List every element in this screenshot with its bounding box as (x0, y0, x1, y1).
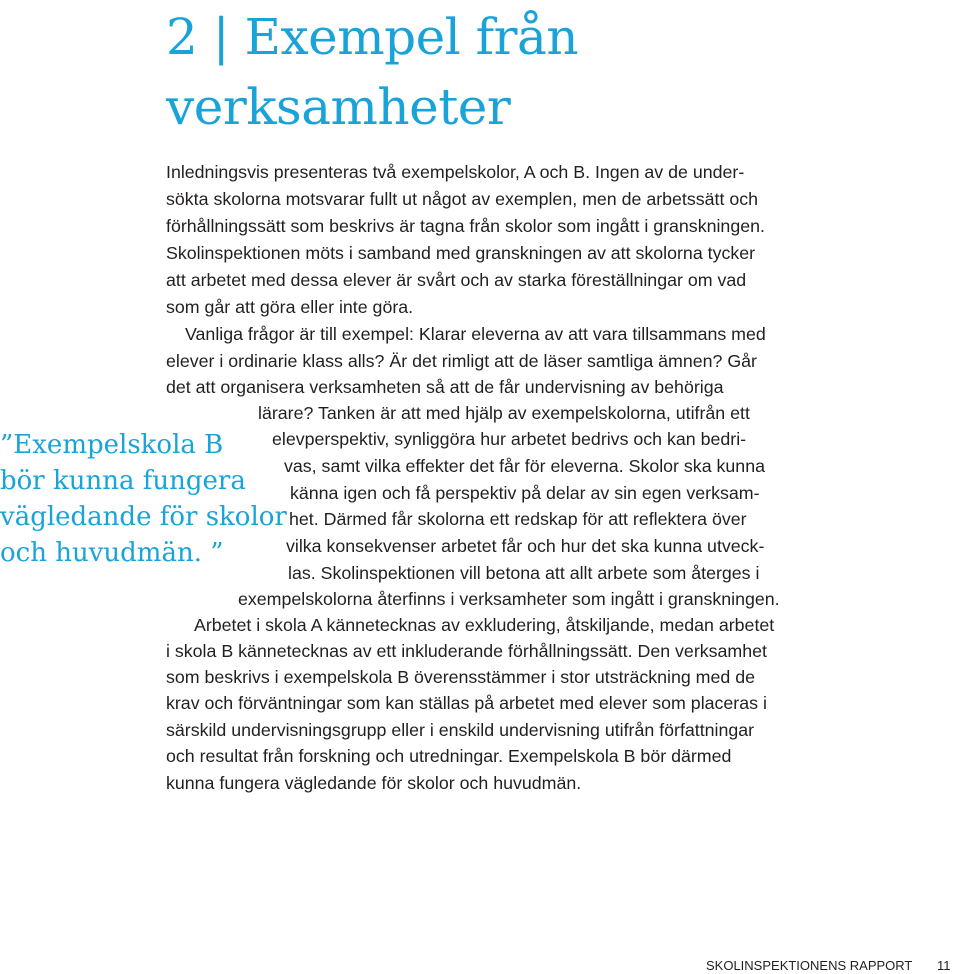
footer-publication: SKOLINSPEKTIONENS RAPPORT (706, 958, 913, 973)
pull-quote-line: och huvudmän. ” (0, 538, 224, 568)
body-line: elevperspektiv, synliggöra hur arbetet bedrivs och kan bedri- (272, 429, 747, 449)
body-line: och resultat från forskning och utredningar. Exempelskola B bör därmed (166, 746, 732, 766)
body-line: vas, samt vilka effekter det får för eleverna. Skolor ska kunna (284, 456, 765, 476)
body-line: Vanliga frågor är till exempel: Klarar eleverna av att vara tillsammans med (185, 324, 766, 344)
body-line: känna igen och få perspektiv på delar av sin egen verksam- (290, 483, 760, 503)
body-line: exempelskolorna återfinns i verksamheter som ingått i granskningen. (238, 589, 780, 609)
body-line: det att organisera verksamheten så att de får undervisning av behöriga (166, 377, 724, 397)
pull-quote (0, 427, 285, 571)
body-line: i skola B kännetecknas av ett inkluderande förhållningssätt. Den verksamhet (166, 641, 767, 661)
body-line: krav och förväntningar som kan ställas på arbetet med elever som placeras i (166, 693, 767, 713)
body-line: het. Därmed får skolorna ett redskap för att reflektera över (289, 509, 747, 529)
body-line: som beskrivs i exempelskola B överensstämmer i stor utsträckning med de (166, 667, 755, 687)
body-line: kunna fungera vägledande för skolor och huvudmän. (166, 773, 582, 793)
chapter-heading-line-2: verksamheter (166, 78, 511, 136)
pull-quote-line: vägledande för skolor (0, 502, 287, 532)
body-line: vilka konsekvenser arbetet får och hur det ska kunna utveck- (286, 536, 765, 556)
body-line: som går att göra eller inte göra. (166, 297, 414, 317)
body-line: att arbetet med dessa elever är svårt och av starka föreställningar om vad (166, 270, 747, 290)
body-line: elever i ordinarie klass alls? Är det rimligt att de läser samtliga ämnen? Går (166, 351, 757, 371)
body-line: las. Skolinspektionen vill betona att allt arbete som återges i (288, 563, 760, 583)
body-line: Arbetet i skola A kännetecknas av exkludering, åtskiljande, medan arbetet (194, 615, 775, 635)
body-line: förhållningssätt som beskrivs är tagna från skolor som ingått i granskningen. (166, 216, 765, 236)
body-line: lärare? Tanken är att med hjälp av exempelskolorna, utifrån ett (258, 403, 750, 423)
chapter-heading-line-1: 2 | Exempel från (166, 8, 579, 66)
pull-quote-line: bör kunna fungera (0, 466, 246, 496)
body-line: sökta skolorna motsvarar fullt ut något av exemplen, men de arbetssätt och (166, 189, 759, 209)
chapter-heading (166, 2, 578, 142)
pull-quote-line: ”Exempelskola B (0, 430, 224, 460)
body-line: särskild undervisningsgrupp eller i enskild undervisning utifrån författningar (166, 720, 755, 740)
page-number: 11 (937, 958, 951, 973)
body-line: Skolinspektionen möts i samband med granskningen av att skolorna tycker (166, 243, 756, 263)
body-line: Inledningsvis presenteras två exempelskolor, A och B. Ingen av de under- (166, 162, 745, 182)
